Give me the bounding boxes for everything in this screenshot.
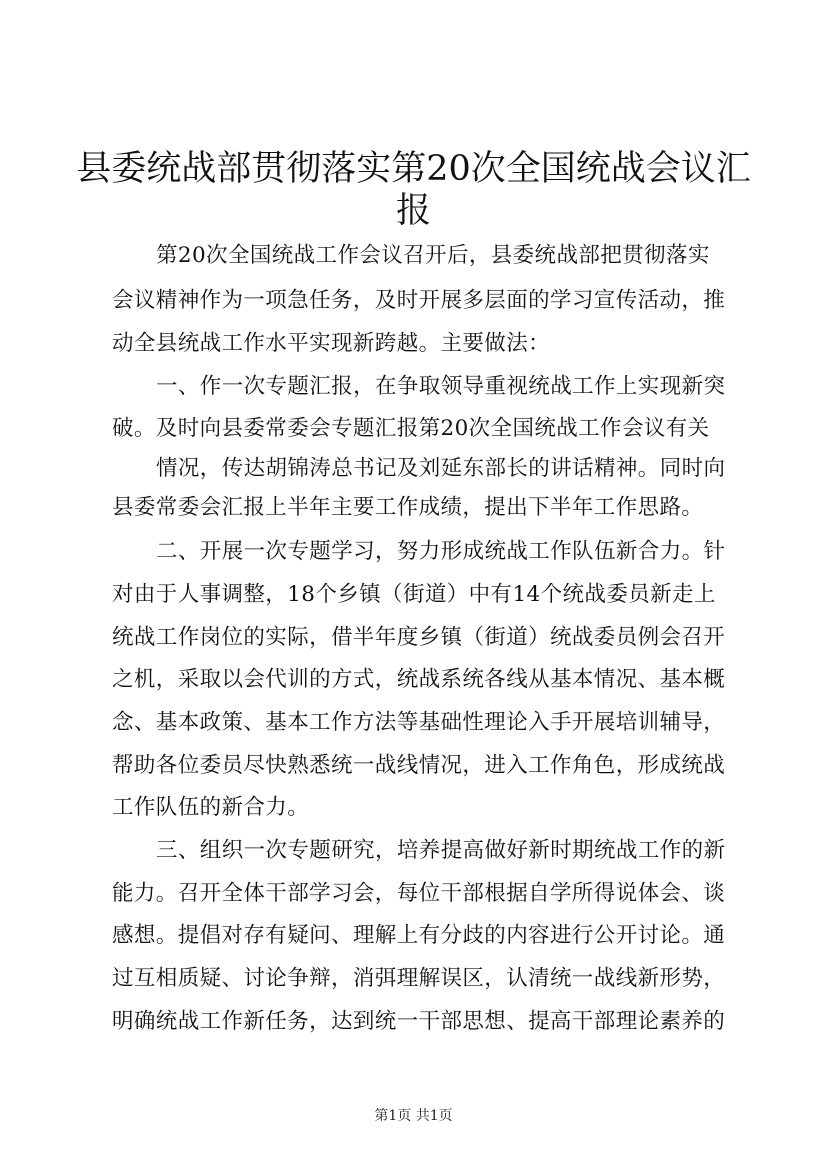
paragraph-line: 县委常委会汇报上半年主要工作成绩，提出下半年工作思路。 — [112, 495, 704, 520]
page-number-label: 第1页 共1页 — [374, 1108, 453, 1124]
paragraph-line: 二、开展一次专题学习，努力形成统战工作队伍新合力。针 — [156, 539, 726, 564]
paragraph-line: 会议精神作为一项急任务，及时开展多层面的学习宣传活动，推 — [112, 288, 726, 313]
paragraph-line: 之机，采取以会代训的方式，统战系统各线从基本情况、基本概 — [112, 667, 726, 692]
paragraph-line: 明确统战工作新任务，达到统一干部思想、提高干部理论素养的 — [112, 1009, 726, 1034]
paragraph-line: 工作队伍的新合力。 — [112, 795, 310, 820]
paragraph-line: 三、组织一次专题研究，培养提高做好新时期统战工作的新 — [156, 838, 726, 863]
paragraph-line: 动全县统战工作水平实现新跨越。主要做法： — [112, 331, 551, 356]
paragraph-line: 情况，传达胡锦涛总书记及刘延东部长的讲话精神。同时向 — [156, 456, 726, 481]
paragraph-line: 能力。召开全体干部学习会，每位干部根据自学所得说体会、谈 — [112, 881, 726, 906]
paragraph-line: 一、作一次专题汇报，在争取领导重视统战工作上实现新突 — [156, 374, 726, 399]
paragraph-line: 感想。提倡对存有疑问、理解上有分歧的内容进行公开讨论。通 — [112, 923, 726, 948]
paragraph-line: 第20次全国统战工作会议召开后，县委统战部把贯彻落实 — [156, 243, 710, 268]
paragraph-line: 统战工作岗位的实际，借半年度乡镇（街道）统战委员例会召开 — [112, 625, 726, 650]
paragraph-line: 过互相质疑、讨论争辩，消弭理解误区，认清统一战线新形势， — [112, 966, 726, 991]
paragraph-line: 帮助各位委员尽快熟悉统一战线情况，进入工作角色，形成统战 — [112, 753, 726, 778]
page-footer — [0, 1105, 827, 1125]
title-line: 县委统战部贯彻落实第20次全国统战会议汇 — [76, 149, 751, 189]
paragraph-line: 念、基本政策、基本工作方法等基础性理论入手开展培训辅导， — [112, 710, 726, 735]
paragraph-line: 破。及时向县委常委会专题汇报第20次全国统战工作会议有关 — [112, 416, 710, 441]
title-line: 报 — [395, 191, 431, 231]
document-title — [0, 148, 827, 232]
paragraph-line: 对由于人事调整，18个乡镇（街道）中有14个统战委员新走上 — [112, 582, 716, 607]
